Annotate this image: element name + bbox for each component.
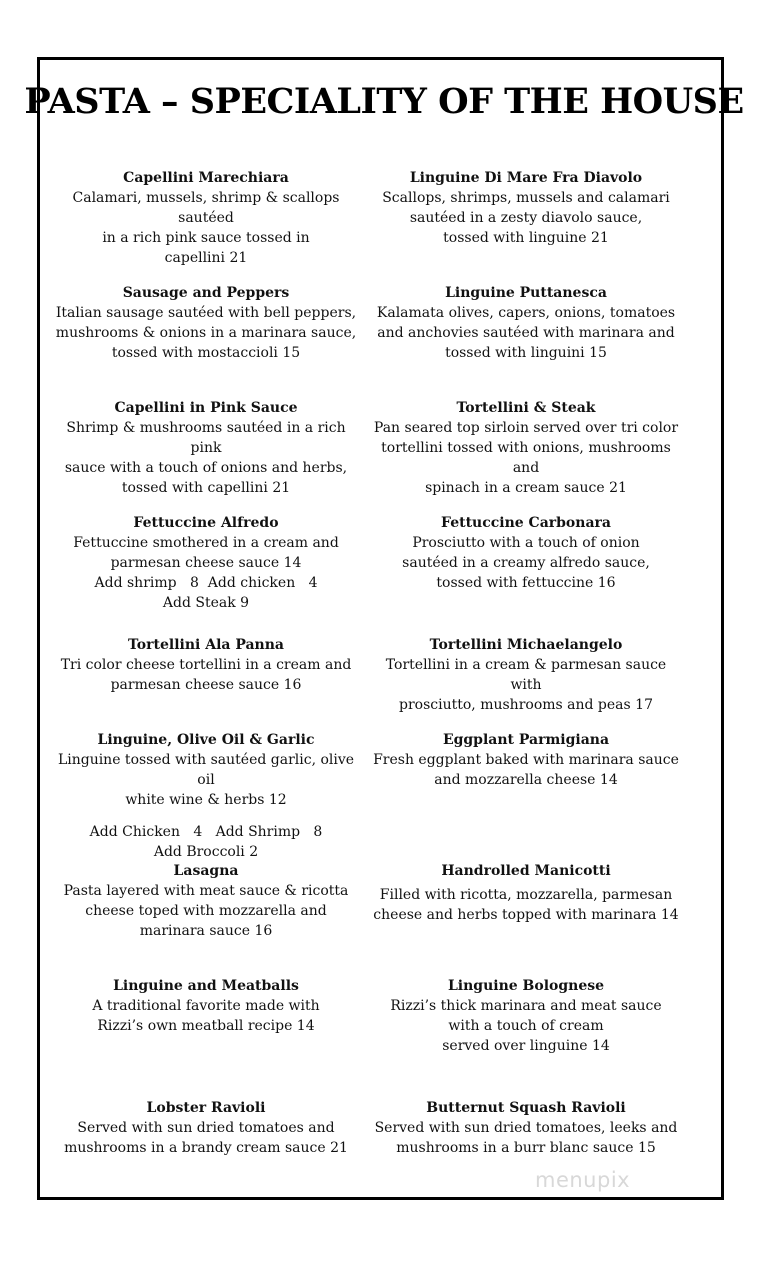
item-description-line: parmesan cheese sauce 14 <box>110 555 302 571</box>
item-name: Butternut Squash Ravioli <box>426 1100 626 1116</box>
menu-item-tortellini-and-steak <box>370 398 682 498</box>
item-add-on-line: Add Broccoli 2 <box>153 844 259 860</box>
item-description-line: sautéed in a creamy alfredo sauce, <box>402 555 650 571</box>
item-description-line: Linguine tossed with sautéed garlic, olive oil <box>57 752 355 788</box>
item-name: Handrolled Manicotti <box>441 863 611 879</box>
item-name: Sausage and Peppers <box>122 285 290 301</box>
item-description-line: cheese toped with mozzarella and <box>85 903 327 919</box>
item-name: Tortellini Ala Panna <box>127 637 284 653</box>
item-description-line: tossed with capellini 21 <box>121 480 291 496</box>
item-add-on-line: Add Chicken 4 Add Shrimp 8 <box>89 824 323 840</box>
item-description-line: sautéed in a zesty diavolo sauce, <box>409 210 643 226</box>
item-description-line: and anchovies sautéed with marinara and <box>377 325 675 341</box>
item-name: Capellini in Pink Sauce <box>114 400 298 416</box>
item-name: Lasagna <box>173 863 239 879</box>
item-name: Lobster Ravioli <box>146 1100 266 1116</box>
item-name: Linguine Puttanesca <box>445 285 607 301</box>
item-description-line: served over linguine 14 <box>442 1038 610 1054</box>
item-name: Capellini Marechiara <box>123 170 289 186</box>
item-description-line: Italian sausage sautéed with bell peppers, <box>55 305 357 321</box>
item-description-line: Tri color cheese tortellini in a cream and <box>60 657 352 673</box>
menu-item-capellini-marechiara <box>50 168 362 268</box>
item-description-line: tossed with linguine 21 <box>443 230 609 246</box>
item-description-line: Fettuccine smothered in a cream and <box>73 535 339 551</box>
menu-item-butternut-squash-ravioli <box>370 1098 682 1158</box>
item-description-line: tossed with fettuccine 16 <box>436 575 616 591</box>
item-description-line: spinach in a cream sauce 21 <box>425 480 627 496</box>
item-description-line: Kalamata olives, capers, onions, tomatoes <box>376 305 676 321</box>
item-name: Eggplant Parmigiana <box>442 732 610 748</box>
menu-item-fettuccine-alfredo <box>50 513 362 613</box>
item-description-line: mushrooms in a burr blanc sauce 15 <box>396 1140 656 1156</box>
item-name: Fettuccine Carbonara <box>441 515 611 531</box>
item-description-line: capellini 21 <box>164 250 248 266</box>
menu-item-linguine-bolognese <box>370 976 682 1056</box>
item-description-line: Filled with ricotta, mozzarella, parmesan <box>379 887 673 903</box>
item-description-line: prosciutto, mushrooms and peas 17 <box>399 697 653 713</box>
item-description-line: Tortellini in a cream & parmesan sauce with <box>385 657 667 693</box>
menu-item-linguine-di-mare-fra-diavolo <box>370 168 682 248</box>
menu-item-lobster-ravioli <box>50 1098 362 1158</box>
item-description-line: Pan seared top sirloin served over tri color <box>373 420 679 436</box>
item-description-line: Served with sun dried tomatoes and <box>77 1120 335 1136</box>
page-title: PASTA – SPECIALITY OF THE HOUSE <box>24 81 744 122</box>
item-name: Linguine Di Mare Fra Diavolo <box>409 170 643 186</box>
menu-item-sausage-and-peppers <box>50 283 362 363</box>
item-description-line: Pasta layered with meat sauce & ricotta <box>63 883 349 899</box>
item-description-line: Calamari, mussels, shrimp & scallops sautéed <box>72 190 340 226</box>
item-description-line: Rizzi’s own meatball recipe 14 <box>97 1018 315 1034</box>
item-description-line: Scallops, shrimps, mussels and calamari <box>382 190 670 206</box>
menu-item-capellini-in-pink-sauce <box>50 398 362 498</box>
menu-item-linguine-puttanesca <box>370 283 682 363</box>
item-name: Linguine Bolognese <box>447 978 605 994</box>
item-description-line: mushrooms in a brandy cream sauce 21 <box>64 1140 348 1156</box>
item-description-line: Served with sun dried tomatoes, leeks and <box>374 1120 678 1136</box>
item-description-line: cheese and herbs topped with marinara 14 <box>373 907 679 923</box>
item-description-line: with a touch of cream <box>448 1018 604 1034</box>
menu-item-lasagna <box>50 861 362 941</box>
item-description-line: Fresh eggplant baked with marinara sauce <box>373 752 679 768</box>
item-add-on-line: Add Steak 9 <box>162 595 250 611</box>
item-description-line: mushrooms & onions in a marinara sauce, <box>55 325 357 341</box>
item-description-line: and mozzarella cheese 14 <box>434 772 618 788</box>
item-description-line: tossed with linguini 15 <box>445 345 607 361</box>
item-name: Fettuccine Alfredo <box>133 515 279 531</box>
item-description-line: Prosciutto with a touch of onion <box>412 535 640 551</box>
menu-item-linguine-olive-oil-garlic <box>50 730 362 862</box>
menu-item-eggplant-parmigiana <box>370 730 682 790</box>
item-name: Linguine, Olive Oil & Garlic <box>97 732 315 748</box>
menu-item-tortellini-ala-panna <box>50 635 362 695</box>
item-name: Tortellini & Steak <box>456 400 596 416</box>
item-description-line: tortellini tossed with onions, mushrooms and <box>381 440 671 476</box>
menu-item-tortellini-michaelangelo <box>370 635 682 715</box>
menu-item-linguine-and-meatballs <box>50 976 362 1036</box>
item-description-line: Shrimp & mushrooms sautéed in a rich pink <box>66 420 346 456</box>
item-description-line: A traditional favorite made with <box>92 998 320 1014</box>
item-description-line: Rizzi’s thick marinara and meat sauce <box>390 998 662 1014</box>
menu-item-fettuccine-carbonara <box>370 513 682 593</box>
watermark: menupix <box>535 1168 631 1192</box>
item-description-line: sauce with a touch of onions and herbs, <box>64 460 348 476</box>
item-name: Tortellini Michaelangelo <box>429 637 623 653</box>
menu-item-handrolled-manicotti <box>370 861 682 925</box>
item-description-line: marinara sauce 16 <box>139 923 273 939</box>
item-description-line: in a rich pink sauce tossed in <box>102 230 310 246</box>
item-description-line: tossed with mostaccioli 15 <box>111 345 301 361</box>
item-name: Linguine and Meatballs <box>113 978 299 994</box>
item-description-line: parmesan cheese sauce 16 <box>110 677 302 693</box>
item-add-on-line: Add shrimp 8 Add chicken 4 <box>94 575 318 591</box>
item-description-line: white wine & herbs 12 <box>125 792 287 808</box>
